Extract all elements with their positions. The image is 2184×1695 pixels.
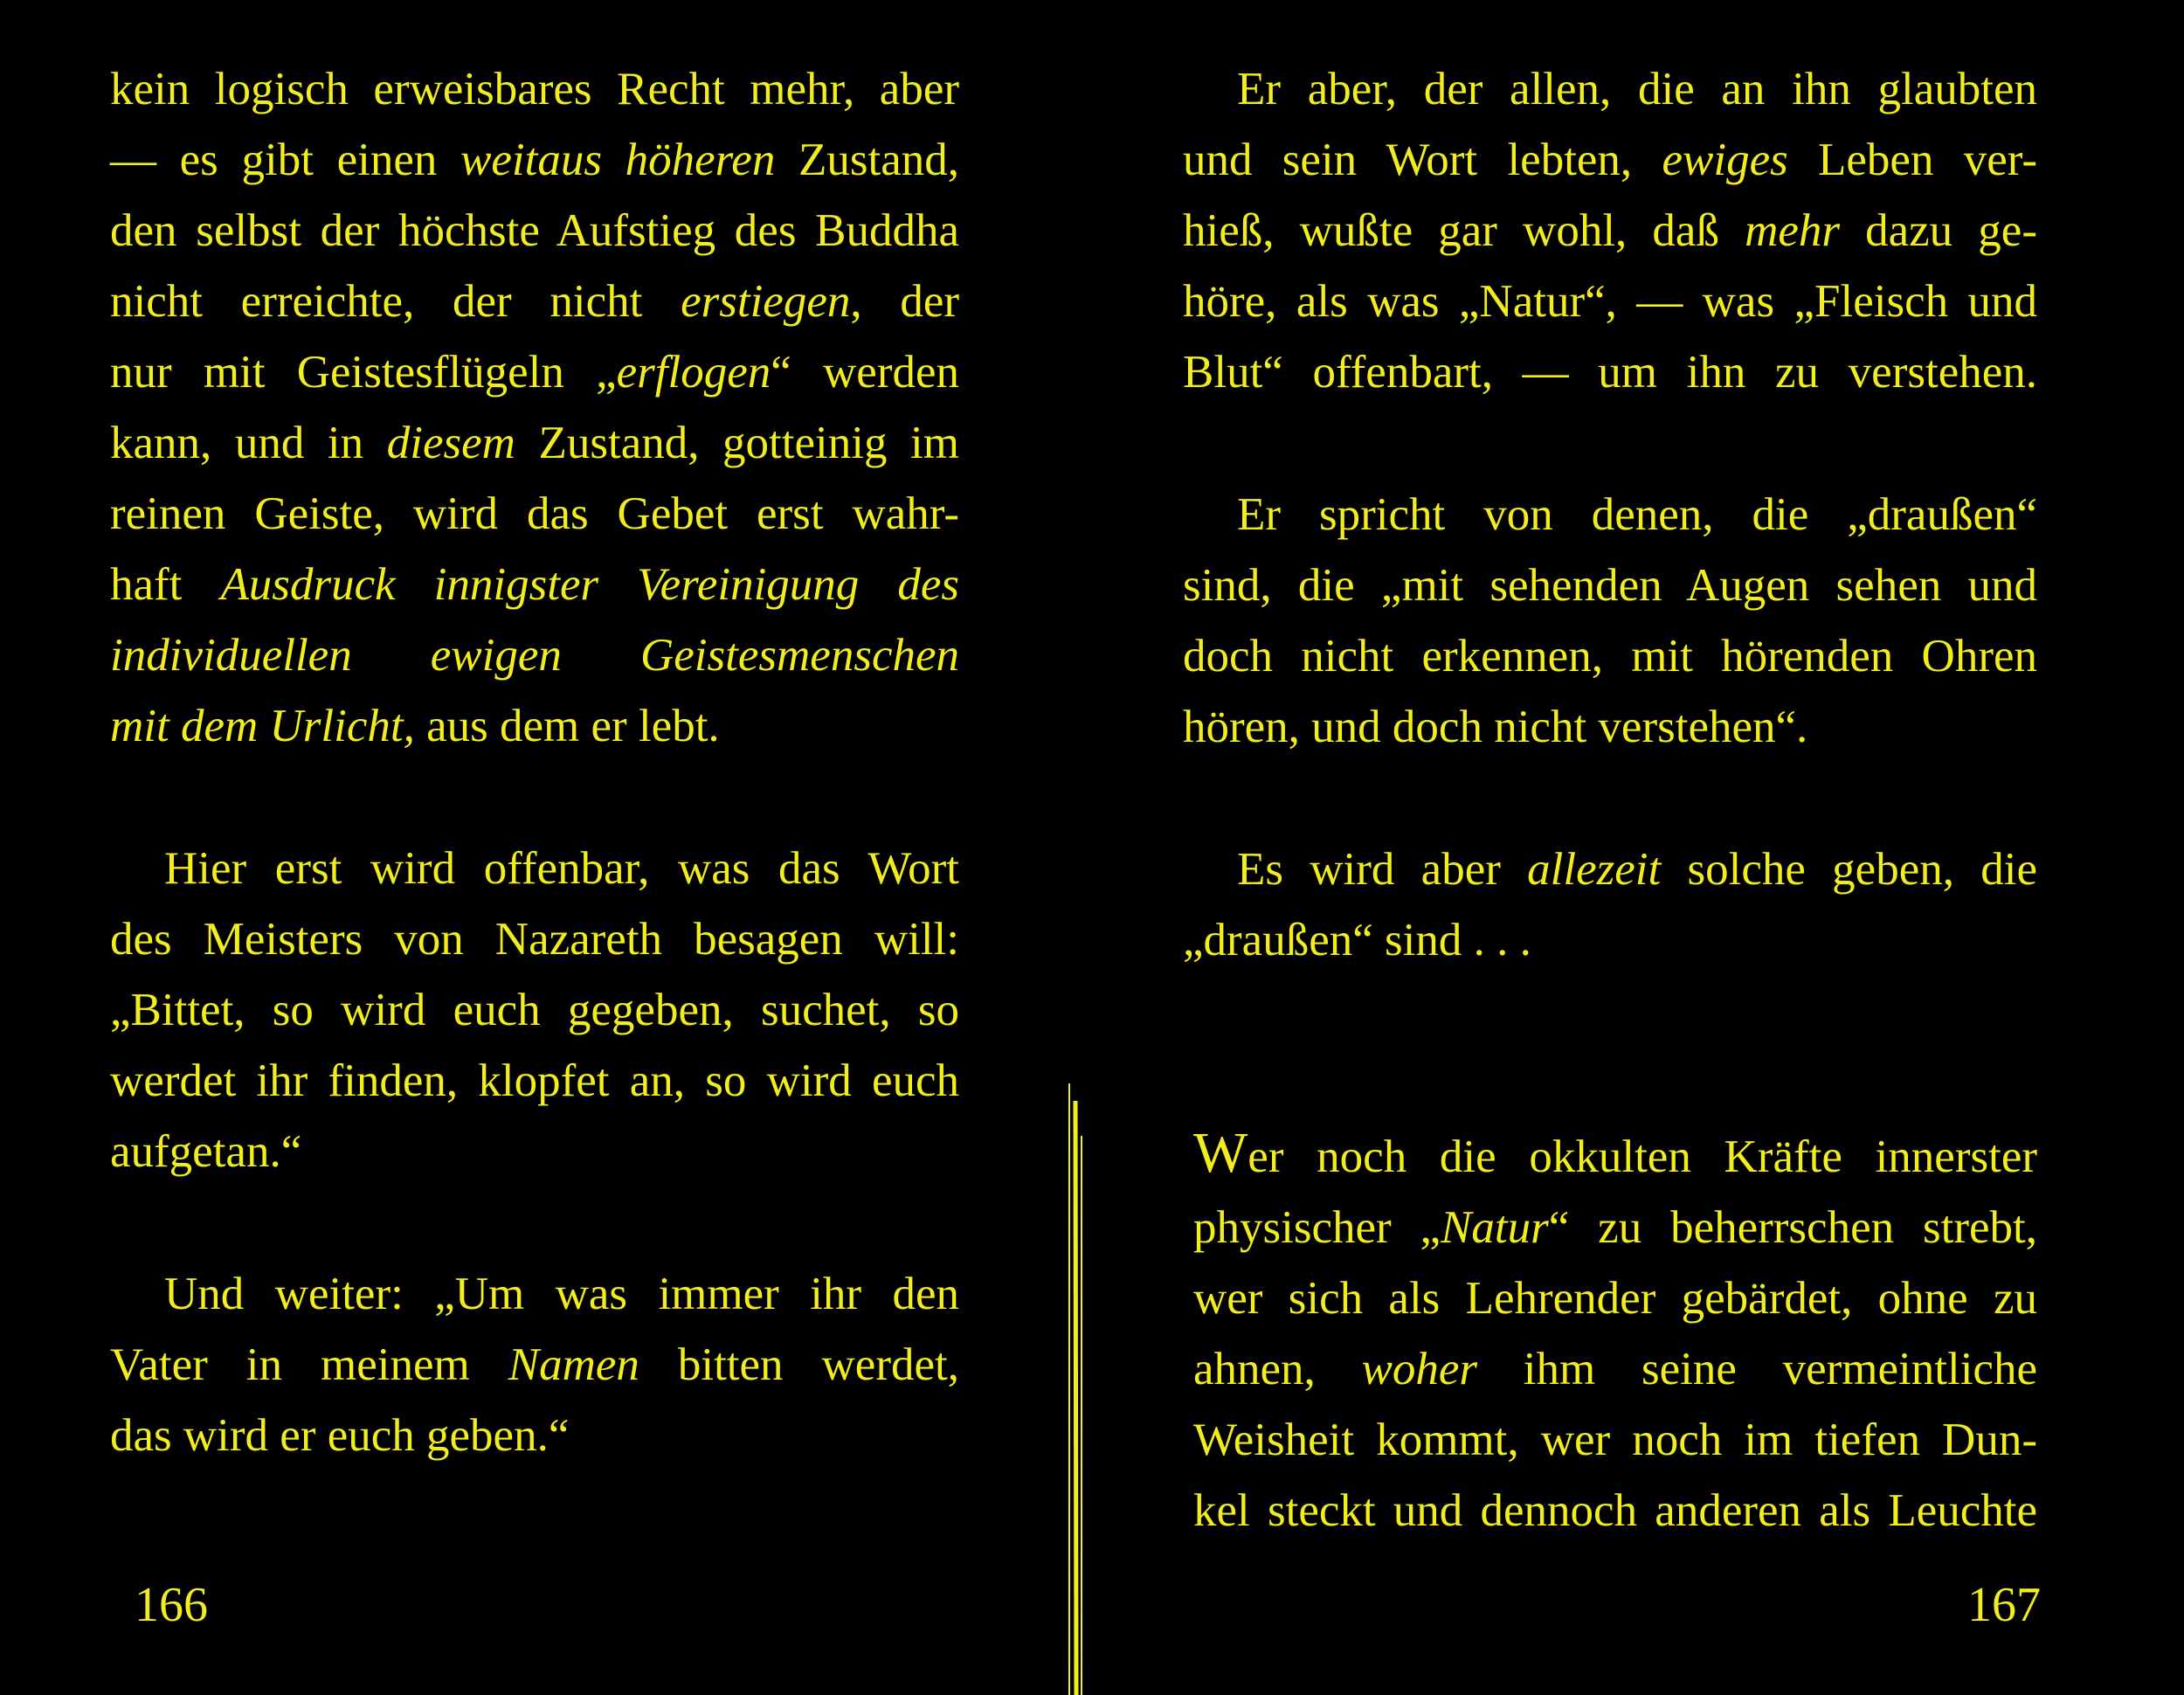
emphasis: allezeit [1527,844,1662,895]
text-line: sind, die „mit sehenden Augen sehen und [1183,560,2037,611]
text-line: höre, als was „Natur“, — was „Fleisch und [1183,276,2037,327]
initial-letter: W [1193,1121,1248,1185]
paragraph [1183,54,2037,408]
emphasis: erstiegen [681,276,851,327]
right-page-text [1183,54,2037,1546]
text-line: reinen Geiste, wird das Gebet erst wahr- [110,488,959,539]
left-page [0,0,1066,1695]
text-line: ahnen, woher ihm seine vermeintliche [1193,1344,2037,1394]
emphasis: diesem [386,418,515,468]
paragraph-gap [1183,408,2037,480]
page-number: 166 [135,1578,208,1632]
text-line: hieß, wußte gar wohl, daß mehr dazu ge- [1183,205,2037,256]
text-line: hören, und doch nicht verstehen“. [1183,702,1808,752]
paragraph [1183,480,2037,763]
text-line: Er aber, der allen, die an ihn glaubten [1237,64,2037,114]
text-line: haft Ausdruck innigster Vereinigung des [110,559,959,610]
text-line: Und weiter: „Um was immer ihr den [164,1269,959,1319]
text-line: des Meisters von Nazareth besagen will: [110,914,959,965]
text-line: Wer noch die okkulten Kräfte innerster [1193,1121,2037,1185]
text-line: individuellen ewigen Geistesmenschen [110,630,959,681]
text-line: Er spricht von denen, die „draußen“ [1237,489,2037,540]
emphasis: Namen [508,1339,639,1390]
emphasis: weitaus höheren [460,135,776,185]
text-line: Hier erst wird offenbar, was das Wort [164,843,959,894]
paragraph [110,54,959,762]
text-line: physischer „Natur“ zu beherrschen strebt, [1193,1202,2037,1253]
text-line: und sein Wort lebten, ewiges Leben ver- [1183,135,2037,185]
text-line: kel steckt und dennoch anderen als Leuchte [1193,1485,2037,1536]
emphasis: woher [1361,1344,1478,1394]
emphasis: erflogen [616,347,771,398]
text-line: nur mit Geistesflügeln „erflogen“ werden [110,347,959,398]
text-line: kann, und in diesem Zustand, gotteinig im [110,418,959,468]
text-line: aufgetan.“ [110,1126,302,1177]
emphasis: Ausdruck innigster Vereinigung des [220,559,959,610]
text-line: „draußen“ sind . . . [1183,915,1531,965]
text-line: das wird er euch geben.“ [110,1410,570,1461]
text-line: Es wird aber allezeit solche geben, die [1237,844,2037,895]
text-line: „Bittet, so wird euch gegeben, suchet, so [110,985,959,1035]
paragraph-gap [110,762,959,834]
paragraph [110,1259,959,1471]
text-line: Vater in meinem Namen bitten werdet, [110,1339,959,1390]
emphasis: ewiges [1662,135,1788,185]
text-line: kein logisch erweisbares Recht mehr, aber [110,64,959,114]
text-line: Weisheit kommt, wer noch im tiefen Dun- [1193,1415,2037,1465]
text-line: mit dem Urlicht, aus dem er lebt. [110,701,720,751]
text-line: Blut“ offenbart, — um ihn zu verstehen. [1183,347,2037,398]
paragraph [1193,1117,2037,1546]
text-line: werdet ihr finden, klopfet an, so wird euch [110,1055,959,1106]
text-line: nicht erreichte, der nicht erstiegen, der [110,276,959,327]
paragraph [1183,834,2037,976]
paragraph-gap [1183,763,2037,834]
page-number: 167 [1967,1578,2041,1632]
text-line: doch nicht erkennen, mit hörenden Ohren [1183,631,2037,681]
text-line: wer sich als Lehrender gebärdet, ohne zu [1193,1273,2037,1324]
emphasis: mehr [1745,205,1841,256]
paragraph-gap [1183,976,2037,1117]
emphasis: Natur [1441,1202,1549,1253]
text-line: — es gibt einen weitaus höheren Zustand, [110,135,960,185]
left-page-text [110,54,959,1471]
paragraph-gap [110,1187,959,1259]
emphasis: mit dem Urlicht, [110,701,415,751]
text-line: den selbst der höchste Aufstieg des Buddha [110,205,959,256]
paragraph [110,834,959,1187]
right-page [1083,0,2184,1695]
